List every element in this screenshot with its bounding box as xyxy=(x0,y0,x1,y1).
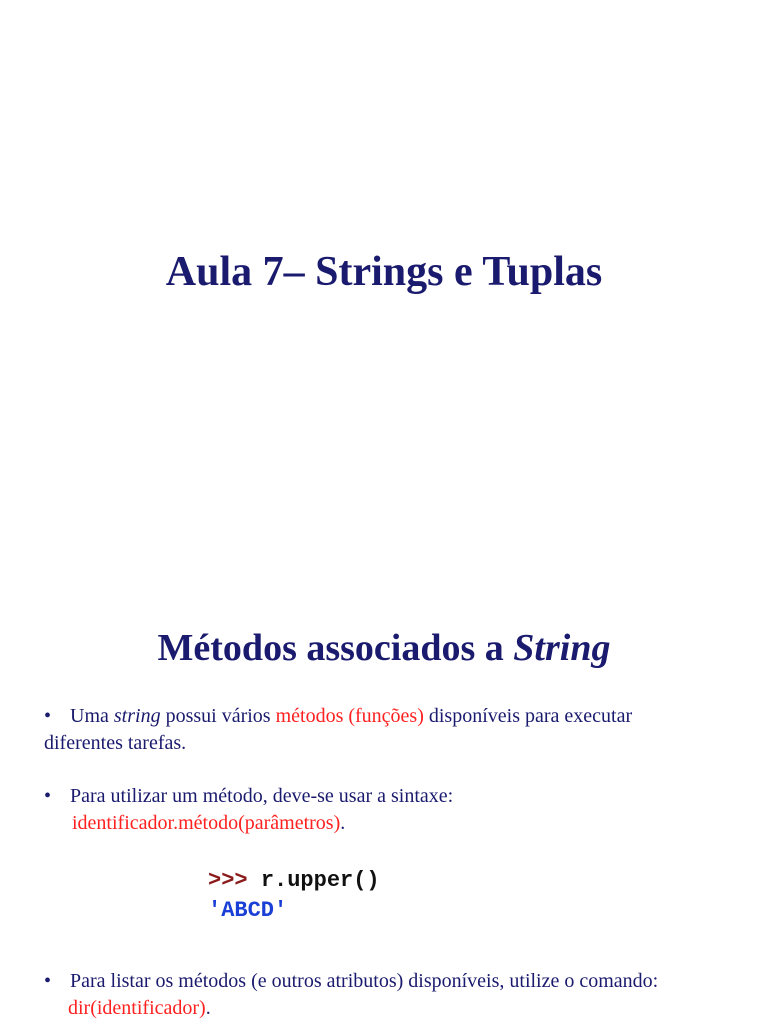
command-highlight-text: dir(identificador) xyxy=(68,997,206,1019)
bullet-line-2: diferentes tarefas. xyxy=(44,732,187,754)
code-prompt: >>> xyxy=(208,868,248,893)
section-title-prefix: Métodos associados a xyxy=(157,627,514,669)
bullet-text: disponíveis para executar xyxy=(423,705,633,727)
syntax-highlight-text: identificador.método(parâmetros) xyxy=(72,812,341,834)
bullet-highlight-text: métodos (funções) xyxy=(275,705,424,727)
bullet-text: Uma xyxy=(70,705,114,727)
code-output: 'ABCD' xyxy=(208,898,288,923)
bullet-item-1 xyxy=(44,703,760,757)
bullet-item-2 xyxy=(44,783,760,837)
bullet-italic-text: string xyxy=(113,705,161,727)
section-title xyxy=(0,620,768,676)
bullet-text: Para utilizar um método, deve-se usar a sintaxe: xyxy=(70,785,454,807)
bullet-line-2 xyxy=(44,810,760,837)
code-command: r.upper() xyxy=(260,868,380,893)
bullet-marker: • xyxy=(44,785,52,807)
bullet-text: . xyxy=(205,997,211,1019)
bullet-text: . xyxy=(340,812,346,834)
bullet-marker: • xyxy=(44,705,52,727)
code-example xyxy=(208,866,380,926)
bullet-line-1 xyxy=(44,783,760,810)
bullet-marker: • xyxy=(44,970,52,992)
bullet-line-1 xyxy=(44,703,760,730)
bullet-text: possui vários xyxy=(160,705,276,727)
bullet-item-3 xyxy=(44,968,760,1022)
bullet-line-2 xyxy=(44,995,760,1022)
bullet-line-1 xyxy=(44,968,760,995)
section-title-italic: String xyxy=(513,627,611,669)
bullet-text: Para listar os métodos (e outros atributos) disponíveis, utilize o comando: xyxy=(70,970,659,992)
code-input-line xyxy=(208,866,380,896)
slide-title: Aula 7– Strings e Tuplas xyxy=(165,249,603,295)
